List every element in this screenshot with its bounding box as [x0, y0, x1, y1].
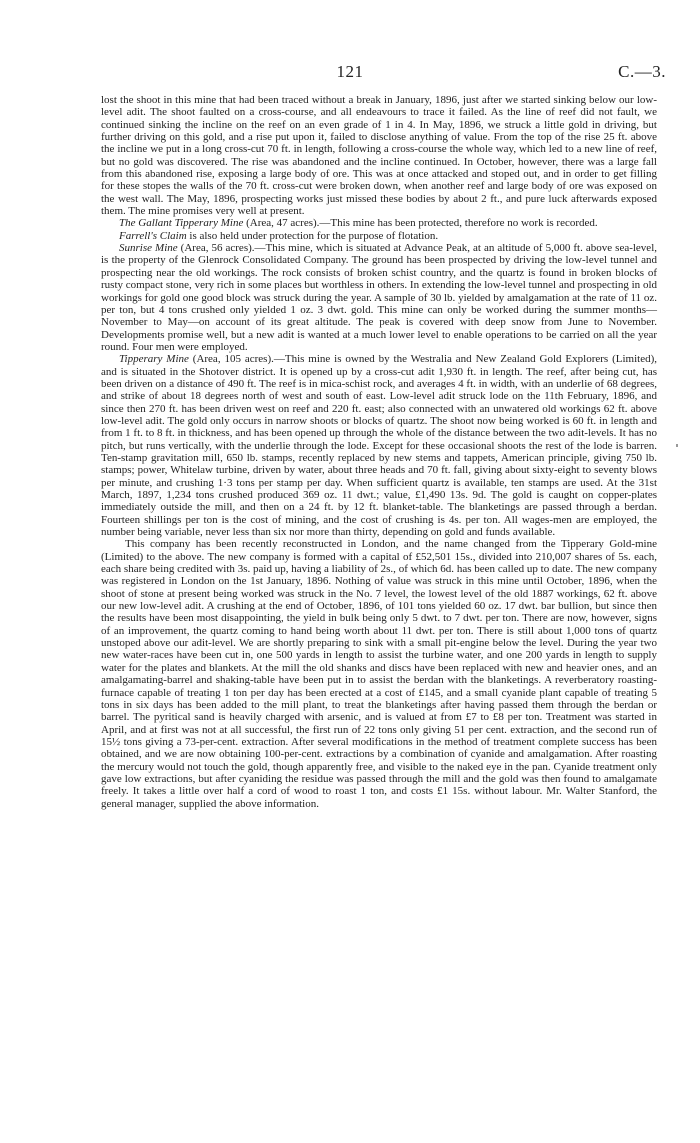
- paragraph-tipperary-mine: [101, 353, 657, 538]
- mine-title: Farrell's Claim: [119, 229, 187, 242]
- page-number: 121: [336, 62, 364, 81]
- margin-speck: [676, 444, 678, 447]
- paragraph-gallant-tipperary-mine: [101, 217, 657, 229]
- paragraph-text: (Area, 56 acres).—This mine, which is situated at Advance Peak, at an altitude of 5,000 ft. above sea-level, is the property of the Glenrock Consolidated Company. The ground has been prospected by driving the low-level tunnel and prospecting near the old workings. The rock consists of broken schist country, and the quartz is found in broken blocks of rusty compact stone, very rich in some places but worthless in others. In extending the low-level tunnel and prospecting in old workings for gold one good block was struck during the year. A sample of 30 lb. yielded by amalgamation at the rate of 11 oz. per ton, but 4 tons crushed only yielded 1 oz. 3 dwt. gold. This mine can only be worked during the summer months—November to May—on account of its great altitude. The peak is covered with deep snow from June to November. Developments promise well, but a new adit is wanted at a much lower level to enable operations to be carried on all the year round. Four men were employed.: [101, 242, 657, 353]
- mine-title: Tipperary Mine: [119, 353, 189, 366]
- paragraph-text: (Area, 47 acres).—This mine has been protected, therefore no work is recorded.: [243, 217, 598, 230]
- paragraph-text: (Area, 105 acres).—This mine is owned by the Westralia and New Zealand Gold Explorers (Limited), and is situated in the Shotover district. It is opened up by a cross-cut adit 1,930 ft. in length. The reef, after being cut, has been driven on a distance of 490 ft. The reef is in mica-schist rock, and averages 4 ft. in width, with an underlie of 68 degrees, and strike of about 18 degrees north of west and south of east. Low-level adit struck lode on the 11th February, 1896, and since then 270 ft. has been driven west on reef and 220 ft. east; also connected with an unwatered old workings 62 ft. above low-level adit. The gold only occurs in narrow shoots or blocks of quartz. The shoot now being worked is 60 ft. in length and from 1 ft. to 8 ft. in thickness, and has been opened up through the whole of the distance between the two adit-levels. It has no pitch, but runs vertically, with the underlie through the lode. Except for these occasional shoots the rest of the lode is barren. Ten-stamp gravitation mill, 650 lb. stamps, recently replaced by new stems and tappets, American principle, giving 750 lb. stamps; power, Whitelaw turbine, driven by water, about three heads and 70 ft. fall, giving about sixty-eight to seventy blows per minute, and crushing 1·3 tons per stamp per day. When sufficient quartz is available, ten stamps are used. At the 31st March, 1897, 1,234 tons crushed produced 369 oz. 11 dwt.; value, £1,490 13s. 9d. The gold is caught on copper-plates immediately outside the mill, and then on a 24 ft. by 12 ft. blanket-table. The blanketings are passed through a berdan. Fourteen shillings per ton is the cost of mining, and the cost of crushing is 4s. per ton. All wages-men are employed, the number being variable, never less than six nor more than thirty, depending on gold and funds available.: [101, 353, 657, 539]
- paragraph-company-report: [101, 538, 657, 810]
- paragraph-text: is also held under protection for the purpose of flotation.: [186, 229, 439, 242]
- page-header: [0, 62, 700, 82]
- paragraph-text: lost the shoot in this mine that had been traced without a break in January, 1896, just after we started sinking below our low-level adit. The shoot faulted on a cross-course, and all endeavours to trace it failed. As the line of reef did not fault, we continued sinking the incline on the reef on an even grade of 1 in 4. In May, 1896, we struck a little gold in driving, but further driving on this gold, and a rise put upon it, failed to disclose anything of value. From the top of the rise 25 ft. above the incline we put in a long cross-cut 70 ft. in length, following a cross-course the whole way, which led to a new line of reef, but no gold was discovered. The rise was abandoned and the incline continued. In October, however, there was a large fall from this abandoned rise, exposing a large body of ore. This was at once attacked and stoped out, and in order to get filling for these stopes the walls of the 70 ft. cross-cut were broken down, when another reef and large body of ore was exposed on the west wall. The May, 1896, prospecting works just missed these bodies by about 2 ft., and pure luck afterwards exposed them. The mine promises very well at present.: [101, 94, 657, 218]
- paragraph-sunrise-mine: [101, 242, 657, 353]
- paragraph-continued: [101, 94, 657, 217]
- section-reference: C.—3.: [618, 62, 666, 81]
- mine-title: Sunrise Mine: [119, 242, 178, 255]
- paragraph-farrells-claim: [101, 230, 657, 242]
- mine-title: The Gallant Tipperary Mine: [119, 217, 244, 230]
- body-text: [101, 94, 657, 810]
- paragraph-text: This company has been recently reconstructed in London, and the name changed from the Tipperary Gold-mine (Limited) to the above. The new company is formed with a capital of £52,501 15s., divided into 210,007 shares of 5s. each, each share being credited with 3s. paid up, having a liability of 2s., of which 6d. has been called up to date. The new company was registered in London on the 1st January, 1896. Nothing of value was struck in this mine until October, 1896, when the shoot of stone at present being worked was struck in the No. 7 level, the lowest level of the old 1887 workings, 62 ft. above our new low-level adit. A crushing at the end of October, 1896, of 101 tons yielded 60 oz. 17 dwt. bar bullion, but since then the results have been most disappointing, the yield in bulk being only 5 dwt. to 7 dwt. per ton. There are now, however, signs of an improvement, the quartz coming to hand being worth about 11 dwt. per ton. There is still about 1,000 tons of quartz unstoped above our adit-level. We are shortly preparing to sink with a small pit-engine below the level. During the year two new water-races have been cut in, one 500 yards in length to assist the turbine water, and one 200 yards in length to supply water for the plates and blankets. At the mill the old shanks and discs have been replaced with new and heavier ones, and an amalgamating-barrel and shaking-table have been put in to assist the berdan with the blanketings. A reverberatory roasting-furnace capable of treating 1 ton per day has been erected at a cost of £145, and a small cyanide plant capable of treating 5 tons in six days has been added to the mill plant, to treat the blanketings after having passed them through the berdan or barrel. The pyritical sand is heavily charged with arsenic, and is valued at from £7 to £8 per ton. Treatment was started in April, and at first was not at all successful, the first run of 22 tons only giving 51 per cent. extraction, and the second run of 15½ tons giving a 73-per-cent. extraction. After several modifications in the method of treatment complete success has been obtained, and we are now obtaining 100-per-cent. extractions by a combination of cyanide and amalgamation. After roasting the mercury would not touch the gold, though apparently free, and visible to the naked eye in the pan. Cyanide treatment only gave low extractions, but after cyaniding the residue was passed through the mill and the gold was then found to amalgamate freely. It takes a little over half a cord of wood to roast 1 ton, and costs £1 15s. without labour. Mr. Walter Stanford, the general manager, supplied the above information.: [101, 538, 657, 810]
